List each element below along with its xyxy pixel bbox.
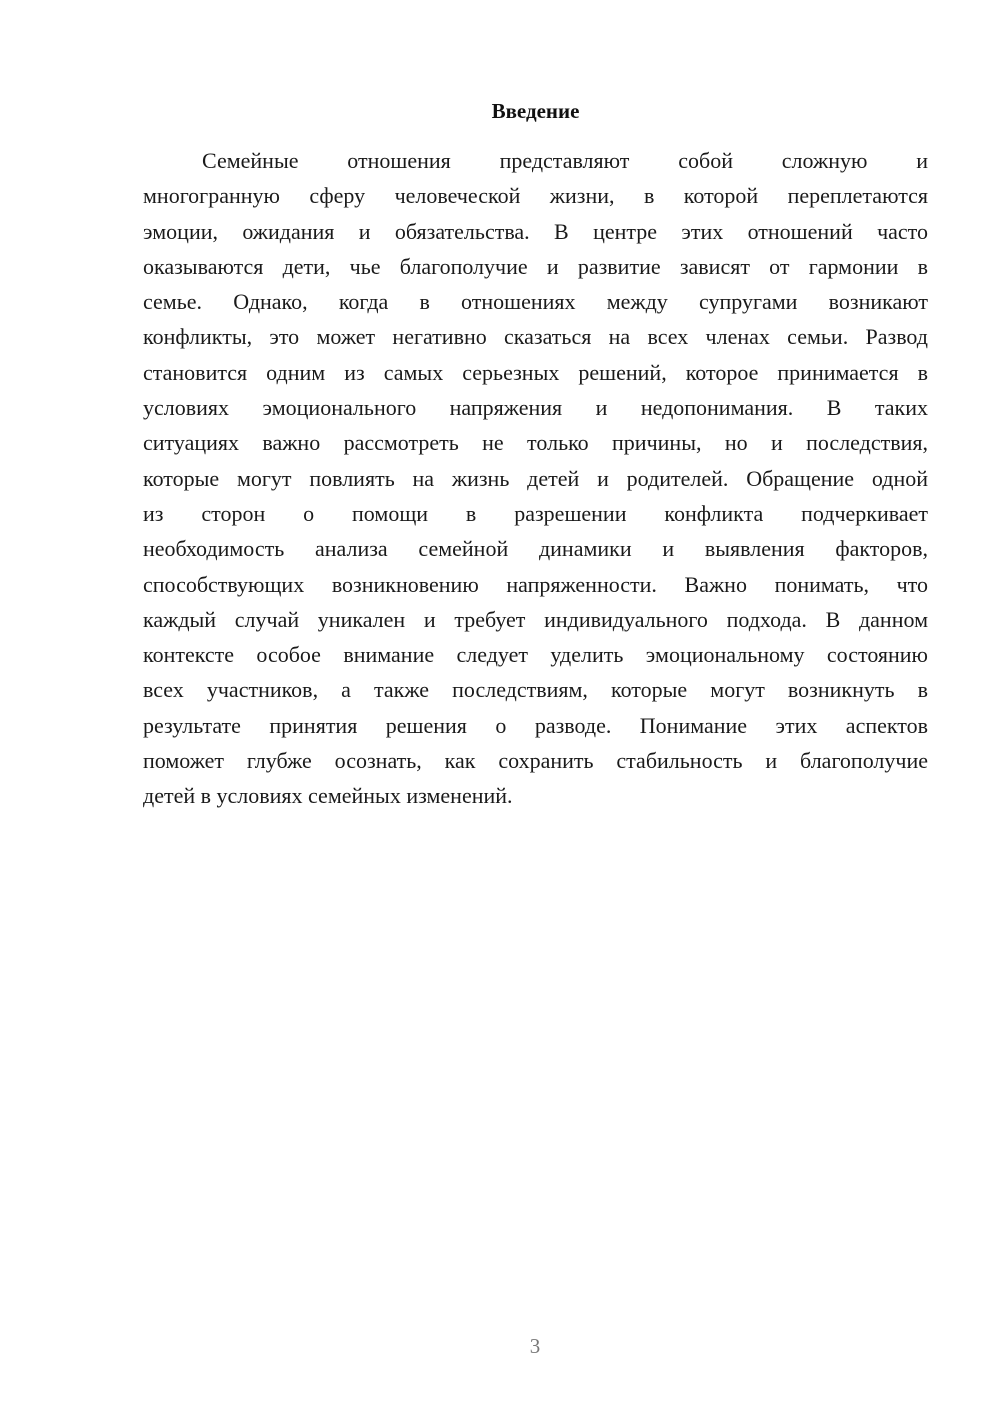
paragraph-line: каждый случай уникален и требует индивидуального подхода. В данном [143, 606, 928, 632]
paragraph-line: результате принятия решения о разводе. Понимание этих аспектов [143, 712, 928, 738]
paragraph-line: эмоции, ожидания и обязательства. В центре этих отношений часто [143, 218, 928, 244]
paragraph-line: необходимость анализа семейной динамики и выявления факторов, [143, 536, 928, 562]
paragraph-line: из сторон о помощи в разрешении конфликта подчеркивает [143, 500, 928, 526]
paragraph-line: способствующих возникновению напряженности. Важно понимать, что [143, 571, 928, 597]
paragraph-line: поможет глубже осознать, как сохранить стабильность и благополучие [143, 748, 928, 774]
section-heading: Введение [491, 99, 580, 123]
paragraph-line: которые могут повлиять на жизнь детей и родителей. Обращение одной [143, 465, 928, 491]
introduction-paragraph [143, 143, 928, 814]
paragraph-line: оказываются дети, чье благополучие и развитие зависят от гармонии в [143, 253, 928, 279]
paragraph-line: контексте особое внимание следует уделить эмоциональному состоянию [143, 642, 928, 668]
paragraph-line: детей в условиях семейных изменений. [143, 783, 513, 809]
paragraph-line: становится одним из самых серьезных решений, которое принимается в [143, 359, 928, 385]
paragraph-line: ситуациях важно рассмотреть не только причины, но и последствия, [143, 430, 928, 456]
paragraph-line: всех участников, а также последствиям, которые могут возникнуть в [143, 677, 928, 703]
paragraph-line: Семейные отношения представляют собой сложную и [202, 148, 928, 173]
paragraph-line: условиях эмоционального напряжения и недопонимания. В таких [143, 395, 928, 421]
paragraph-line: семье. Однако, когда в отношениях между супругами возникают [143, 289, 928, 315]
paragraph-line: конфликты, это может негативно сказаться на всех членах семьи. Развод [143, 324, 928, 350]
page-number: 3 [529, 1334, 541, 1358]
paragraph-line: многогранную сферу человеческой жизни, в которой переплетаются [143, 183, 928, 209]
